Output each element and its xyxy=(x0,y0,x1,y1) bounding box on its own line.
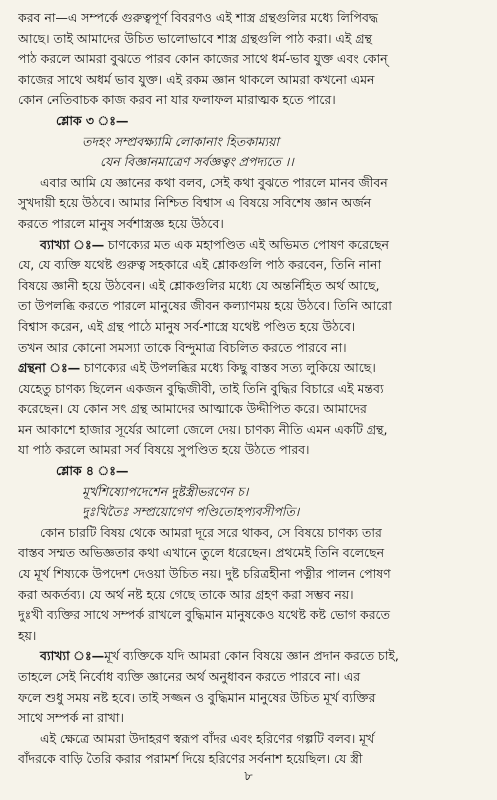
explanation-text: মূর্খ ব্যক্তিকে যদি আমরা কোন বিষয়ে জ্ঞান প্রদান করতে চাই, xyxy=(104,648,399,664)
text-line: পাঠ করলে আমরা বুঝতে পারব কোন কাজের সাথে ধর্ম-ভাব যুক্ত এবং কোন্ xyxy=(18,51,388,67)
text-line: মন আকাশে হাজার সূর্যের আলো জেলে দেয়। চাণক্য নীতি এমন একটি গ্রন্থ, xyxy=(18,421,388,437)
paragraph-2 xyxy=(18,173,483,235)
paragraph-intro xyxy=(18,8,483,111)
text-line: হয়। xyxy=(18,627,37,643)
sloka-verse-line: দুঃখিতৈঃ সম্প্রয়োগেণ পণ্ডিতোহপ্যবসীপতি। xyxy=(82,504,300,520)
text-line: এই ক্ষেত্রে আমরা উদাহরণ স্বরূপ বাঁদর এবং হরিণের গল্পটি বলব। মূর্খ xyxy=(40,730,375,746)
text-line: ফলে শুধু সময় নষ্ট হবে। তাই সজ্জন ও বুদ্ধিমান মানুষের উচিত মূর্খ ব্যক্তির xyxy=(18,689,376,705)
sloka-verse-line: মূর্খশিষ্যোপদেশেন দুষ্টস্ত্রীভরণেন চ। xyxy=(82,483,249,499)
sloka-heading: শ্লোক ৩ ঃ— xyxy=(56,112,129,128)
text-line xyxy=(18,235,483,256)
text-line: করেছেন। যে কোন সৎ গ্রন্থ আমাদের আত্মাকে উদ্দীপিত করে। আমাদের xyxy=(18,401,367,417)
commentary-text: চাণক্যের এই উপলব্ধির মধ্যে কিছু বাস্তব সত্য লুকিয়ে আছে। xyxy=(80,360,376,376)
explanation-1 xyxy=(18,235,483,359)
paragraph-6 xyxy=(18,729,483,770)
sloka-3 xyxy=(18,111,483,173)
sloka-verse-line: তদহং সম্প্রবক্ষ্যামি লোকানাং হিতকাম্যয়া xyxy=(82,133,279,149)
text-line: এবার আমি যে জ্ঞানের কথা বলব, সেই কথা বুঝতে পারলে মানব জীবন xyxy=(40,174,388,190)
text-line: সাথে সম্পর্ক না রাখা। xyxy=(18,710,124,726)
explanation-2 xyxy=(18,646,483,728)
text-line: তাহলে সেই নির্বোধ ব্যক্তি জ্ঞানের অর্থ অনুধাবন করতে পারবে না। এর xyxy=(18,669,361,684)
text-line xyxy=(18,646,483,667)
text-line: তখন আর কোনো সমস্যা তাকে বিন্দুমাত্র বিচলিত করতে পারবে না। xyxy=(18,339,347,355)
text-line: কোন চারটি বিষয় থেকে আমরা দূরে সরে থাকব, সে বিষয়ে চাণক্য তার xyxy=(40,524,382,540)
sloka-verse-line: যেন বিজ্ঞানমাত্রেণ সর্বজ্ঞত্বং প্রপদ্যতে ।। xyxy=(100,154,294,170)
text-line: দুঃখী ব্যক্তির সাথে সম্পর্ক রাখলে বুদ্ধিমান মানুষকেও যথেষ্ট কষ্ট ভোগ করতে xyxy=(18,607,390,623)
text-line: যে মূর্খ শিষ্যকে উপদেশ দেওয়া উচিত নয়। দুষ্ট চরিত্রহীনা পত্নীর পালন পোষণ xyxy=(18,566,391,582)
text-line: করা অকর্তব্য। যে অর্থ নষ্ট হয়ে গেছে তাকে আর গ্রহণ করা সম্ভব নয়। xyxy=(18,586,354,602)
text-line: তা উপলব্ধি করতে পারলে মানুষের জীবন কল্যাণময় হয়ে উঠবে। তিনি আরো xyxy=(18,298,392,314)
text-line xyxy=(18,358,483,379)
sloka-4 xyxy=(18,461,483,523)
text-line: কাজের সাথে অধর্ম ভাব যুক্ত। এই রকম জ্ঞান থাকলে আমরা কখনো এমন xyxy=(18,71,375,87)
text-line: বাঁদরকে বাড়ি তৈরি করার পরামর্শ দিয়ে হরিণের সর্বনাশ হয়েছিল। যে স্ত্রী xyxy=(18,751,363,767)
text-line: বিষয়ে জ্ঞানী হয়ে উঠবেন। এই শ্লোকগুলির মধ্যে যে অন্তর্নিহিত অর্থ আছে, xyxy=(18,277,380,293)
text-line: যে, যে ব্যক্তি যথেষ্ট গুরুত্ব সহকারে এই শ্লোকগুলি পাঠ করবেন, তিনি নানা xyxy=(18,257,382,273)
explanation-label: ব্যাখ্যা ঃ— xyxy=(40,236,105,252)
text-line: যা পাঠ করলে আমরা সর্ব বিষয়ে সুপণ্ডিত হয়ে উঠতে পারব। xyxy=(18,442,310,458)
commentary-label: গ্রন্থনা ঃ— xyxy=(18,360,81,376)
text-line: বিশ্বাস করেন, এই গ্রন্থ পাঠে মানুষ সর্ব-শাস্ত্রে যথেষ্ট পণ্ডিত হয়ে উঠবে। xyxy=(18,318,356,334)
text-line: আছে। তাই আমাদের উচিত ভালোভাবে শাস্ত্র গ্রন্থগুলি পাঠ করা। এই গ্রন্থ xyxy=(18,30,372,46)
explanation-text: চাণক্যের মত এক মহাপণ্ডিত এই অভিমত পোষণ করেছেন xyxy=(104,236,389,252)
paragraph-4 xyxy=(18,523,483,647)
text-line: করতে পারলে মানুষ সর্বশাস্ত্রজ্ঞ হয়ে উঠবে। xyxy=(18,215,224,231)
text-line: করব না—এ সম্পর্কে গুরুত্বপূর্ণ বিবরণও এই শাস্ত্র গ্রন্থগুলির মধ্যে লিপিবদ্ধ xyxy=(18,10,378,25)
text-line: সুখদায়ী হয়ে উঠবে। আমার নিশ্চিত বিশ্বাস এ বিষয়ে সবিশেষ জ্ঞান অর্জন xyxy=(18,195,372,211)
text-line: যেহেতু চাণক্য ছিলেন একজন বুদ্ধিজীবী, তাই তিনি বুদ্ধির বিচারে এই মন্তব্য xyxy=(18,380,384,396)
text-line: কোন নেতিবাচক কাজ করব না যার ফলাফল মারাত্মক হতে পারে। xyxy=(18,92,336,108)
text-line: বাস্তব সম্মত অভিজ্ঞতার কথা এখানে তুলে ধরেছেন। প্রথমেই তিনি বলেছেন xyxy=(18,545,384,561)
page-number: ৮ xyxy=(244,769,253,784)
explanation-label: ব্যাখ্যা ঃ— xyxy=(40,648,105,664)
sloka-heading: শ্লোক ৪ ঃ— xyxy=(56,463,129,479)
commentary xyxy=(18,358,483,461)
